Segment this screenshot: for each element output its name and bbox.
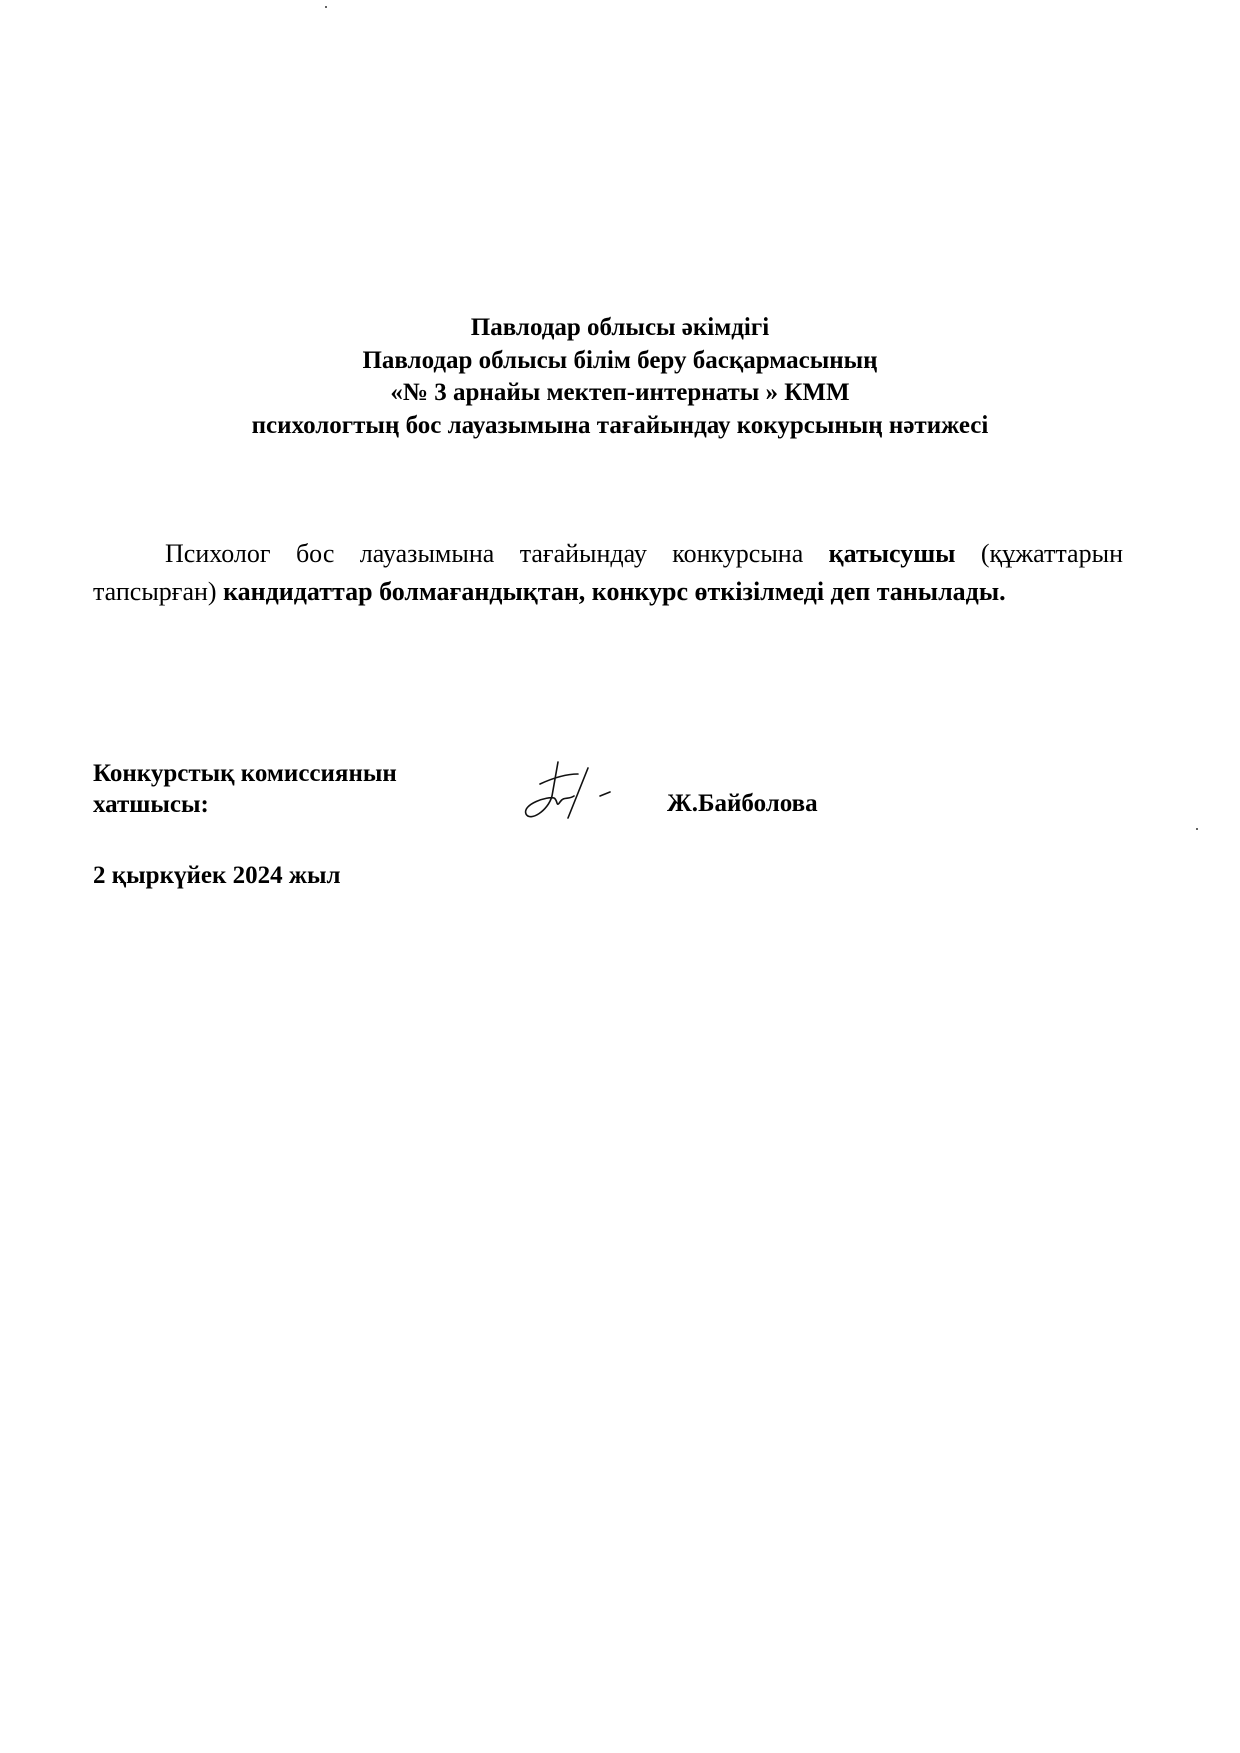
document-body bbox=[93, 535, 1123, 611]
scan-speck bbox=[1196, 828, 1198, 830]
header-department: Павлодар облысы білім беру басқармасының bbox=[362, 346, 878, 374]
handwritten-signature bbox=[518, 756, 638, 826]
signatory-role-line1: Конкурстық комиссиянын bbox=[93, 760, 397, 787]
body-part-3: (құжаттарын тапсырған) bbox=[93, 539, 1123, 606]
scan-speck bbox=[325, 6, 327, 8]
body-paragraph bbox=[93, 535, 1123, 611]
body-part-2: қатысушы bbox=[828, 539, 956, 568]
document-date: 2 қыркүйек 2024 жыл bbox=[93, 862, 341, 889]
body-part-1: Психолог бос лауазымына тағайындау конкурсына bbox=[165, 539, 829, 568]
signatory-role bbox=[93, 758, 397, 820]
header-akimat: Павлодар облысы әкімдігі bbox=[470, 314, 770, 341]
header-title: психологтың бос лауазымына тағайындау кокурсының нәтижесі bbox=[251, 411, 989, 439]
document-header bbox=[0, 312, 1240, 442]
signatory-name: Ж.Байболова bbox=[667, 790, 818, 817]
body-part-4: кандидаттар болмағандықтан, конкурс өткізілмеді деп танылады. bbox=[223, 577, 1006, 606]
signatory-role-line2: хатшысы: bbox=[93, 791, 209, 818]
header-institution: «№ 3 арнайы мектеп-интернаты » КММ bbox=[390, 379, 850, 406]
